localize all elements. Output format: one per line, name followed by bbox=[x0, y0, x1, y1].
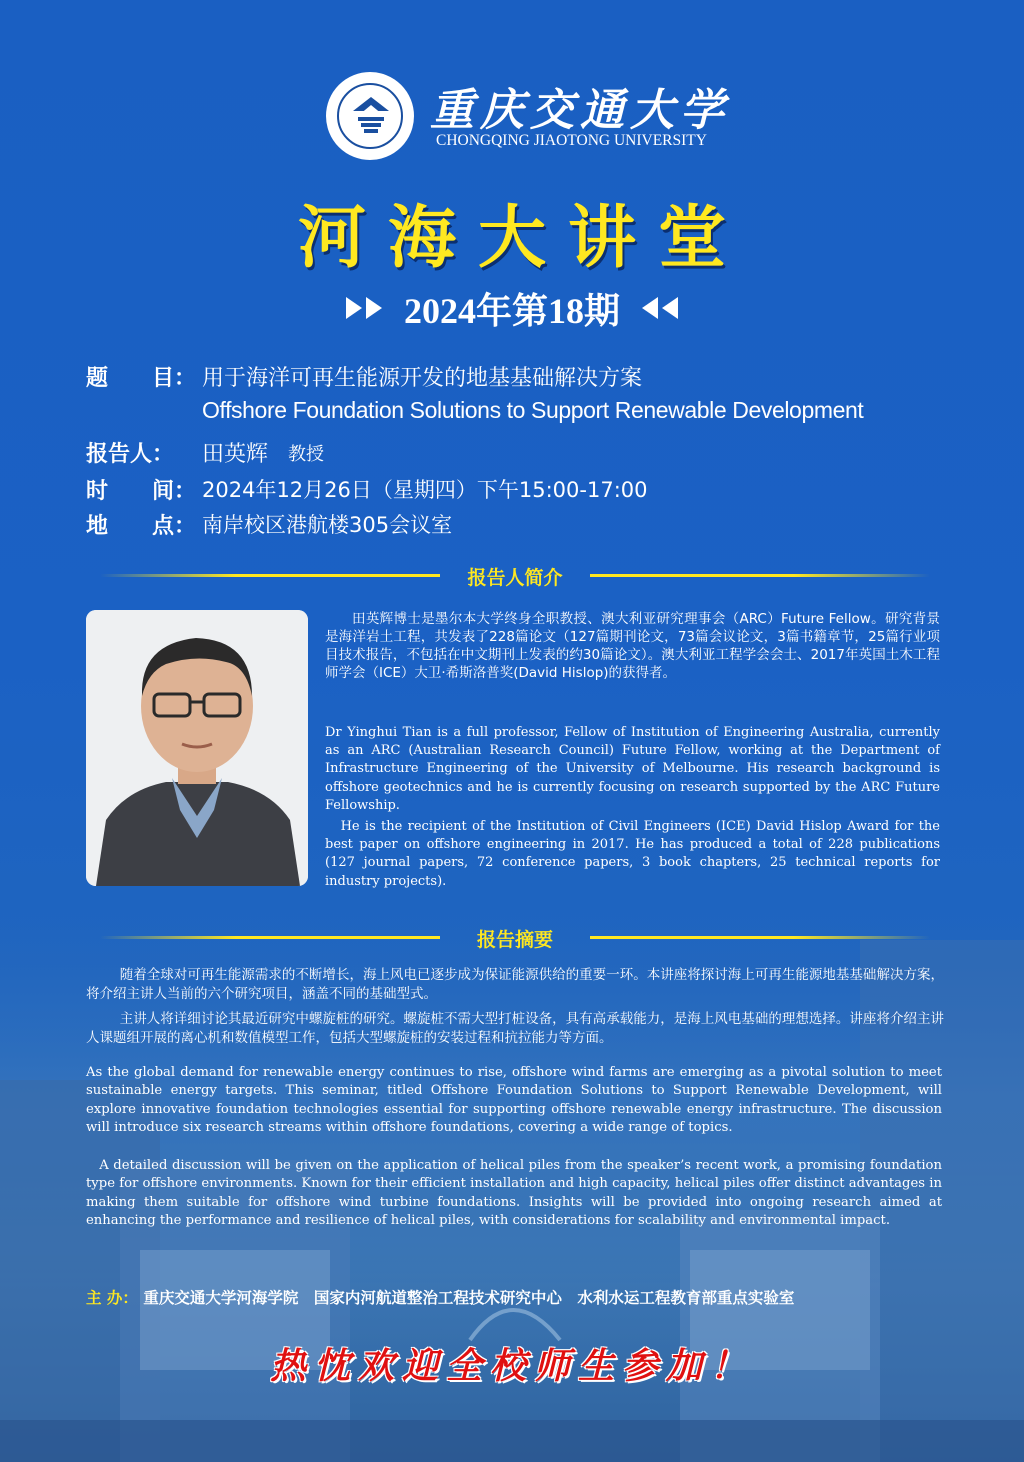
abstract-cn-2: 主讲人将详细讨论其最近研究中螺旋桩的研究。螺旋桩不需大型打桩设备，具有高承载能力，是海上风电基础的理想选择。讲座将介绍主讲人课题组开展的离心机和数值模型工作，包括大型螺旋桩的安装过程和抗拉能力等方面。 bbox=[86, 1011, 944, 1046]
time-value: 2024年12月26日（星期四）下午15:00-17:00 bbox=[202, 478, 648, 502]
triangle-right-icon bbox=[346, 297, 382, 319]
section-divider-right bbox=[590, 574, 930, 577]
time-label: 时 间： bbox=[86, 479, 197, 504]
section-divider-right bbox=[590, 936, 930, 939]
triangle-left-icon bbox=[642, 297, 678, 319]
abstract-en-2: A detailed discussion will be given on the application of helical piles from the speaker’s recent work, a promising foundation type for offshore environments. Known for their efficient installation and high capacity, helical piles offer distinct advantages in making them suitable for offshore wind turbine foundations. Insights will be provided into ongoing research aimed at enhancing the performance and resilience of helical piles, with considerations for scalability and environmental impact. bbox=[86, 1158, 942, 1229]
abstract-cn-1: 随着全球对可再生能源需求的不断增长，海上风电已逐步成为保证能源供给的重要一环。本讲座将探讨海上可再生能源地基基础解决方案，将介绍主讲人当前的六个研究项目，涵盖不同的基础型式。 bbox=[86, 967, 944, 1002]
university-seal-icon bbox=[326, 72, 414, 160]
seal-emblem-icon bbox=[351, 95, 391, 137]
bio-en-1: Dr Yinghui Tian is a full professor, Fellow of Institution of Engineering Australia, currently as an ARC (Australian Research Council) Future Fellow, working at the Department of Infrastructure Engineering of the University of Melbourne. His research background is offshore geotechnics and he is currently focusing on research supported by the ARC Future Fellowship. bbox=[325, 725, 940, 813]
host-label: 主 办： bbox=[86, 1289, 138, 1307]
topic-cn: 用于海洋可再生能源开发的地基基础解决方案 bbox=[202, 366, 643, 391]
speaker-title: 教授 bbox=[288, 444, 324, 465]
abstract-section-title: 报告摘要 bbox=[476, 929, 553, 951]
issue-number: 2024年第18期 bbox=[403, 290, 620, 331]
place-value: 南岸校区港航楼305会议室 bbox=[202, 513, 453, 537]
university-name-cn: 重庆交通大学 bbox=[430, 85, 730, 136]
speaker-name: 田英辉 bbox=[202, 442, 269, 467]
series-title: 河海大讲堂 bbox=[297, 199, 748, 278]
university-name-en: CHONGQING JIAOTONG UNIVERSITY bbox=[436, 132, 707, 149]
host-organizations: 重庆交通大学河海学院 国家内河航道整治工程技术研究中心 水利水运工程教育部重点实验室 bbox=[143, 1289, 795, 1307]
topic-label: 题 目： bbox=[86, 366, 197, 391]
topic-en: Offshore Foundation Solutions to Support Renewable Development bbox=[202, 397, 864, 423]
section-divider-left bbox=[100, 574, 440, 577]
welcome-banner: 热忱欢迎全校师生参加！ bbox=[269, 1345, 754, 1387]
place-label: 地 点： bbox=[86, 514, 197, 539]
bio-cn: 田英辉博士是墨尔本大学终身全职教授、澳大利亚研究理事会（ARC）Future Fellow。研究背景是海洋岩土工程，共发表了228篇论文（127篇期刊论文，73篇会议论文，3篇书籍章节，25篇行业项目技术报告，不包括在中文期刊上发表的约30篇论文）。澳大利亚工程学会会士、2017年英国土木工程师学会（ICE）大卫·希斯洛普奖(David Hislop)的获得者。 bbox=[325, 611, 940, 681]
host-row bbox=[86, 1286, 946, 1310]
abstract-en-1: As the global demand for renewable energy continues to rise, offshore wind farms are emerging as a pivotal solution to meet sustainable energy targets. This seminar, titled Offshore Foundation Solutions to Support Renewable Development, will explore innovative foundation technologies essential for supporting offshore renewable energy infrastructure. The discussion will introduce six research streams within offshore foundations, covering a wide range of topics. bbox=[86, 1065, 942, 1136]
speaker-label: 报告人： bbox=[86, 442, 175, 467]
issue-row bbox=[0, 286, 1024, 330]
speaker-photo bbox=[86, 610, 308, 886]
bio-section-title: 报告人简介 bbox=[467, 567, 563, 589]
section-divider-left bbox=[100, 936, 440, 939]
bio-en-2: He is the recipient of the Institution of Civil Engineers (ICE) David Hislop Award for the best paper on offshore engineering in 2017. He has produced a total of 228 publications (127 journal papers, 72 conference papers, 3 book chapters, 25 technical reports for industry projects). bbox=[325, 819, 940, 889]
